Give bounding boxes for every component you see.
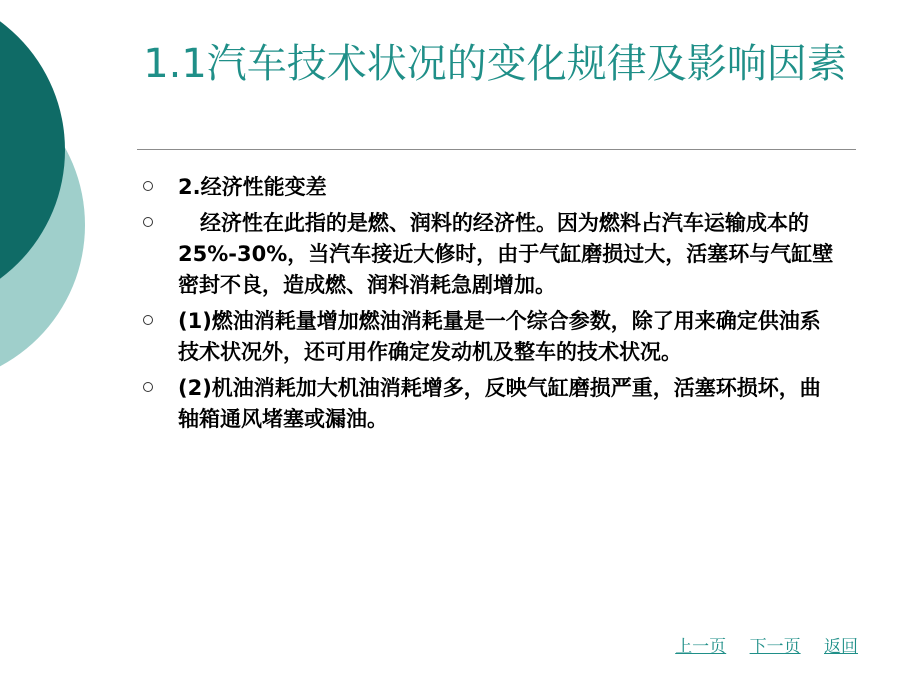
list-item-text: (2)机油消耗加大机油消耗增多，反映气缸磨损严重，活塞环损坏，曲轴箱通风堵塞或漏油。 bbox=[178, 376, 821, 431]
list-item bbox=[140, 306, 840, 368]
next-page-link[interactable]: 下一页 bbox=[749, 637, 801, 657]
list-item-text: 经济性在此指的是燃、润料的经济性。因为燃料占汽车运输成本的25%-30%，当汽车接近大修时，由于气缸磨损过大，活塞环与气缸壁密封不良，造成燃、润料消耗急剧增加。 bbox=[178, 211, 834, 297]
circle-bullet-icon bbox=[143, 217, 153, 227]
decorative-circles bbox=[0, 0, 110, 400]
back-link[interactable]: 返回 bbox=[824, 637, 858, 657]
list-item bbox=[140, 373, 840, 435]
circle-bullet-icon bbox=[143, 181, 153, 191]
slide-navigation bbox=[657, 632, 858, 657]
circle-bullet-icon bbox=[143, 315, 153, 325]
title-divider bbox=[137, 149, 856, 150]
list-item-text: (1)燃油消耗量增加燃油消耗量是一个综合参数，除了用来确定供油系技术状况外，还可用作确定发动机及整车的技术状况。 bbox=[178, 309, 821, 364]
bullet-list bbox=[140, 172, 840, 440]
list-item bbox=[140, 172, 840, 203]
list-item-text: 2.经济性能变差 bbox=[178, 175, 327, 199]
slide-title: 1.1汽车技术状况的变化规律及影响因素 bbox=[143, 41, 847, 87]
list-item bbox=[140, 208, 840, 301]
prev-page-link[interactable]: 上一页 bbox=[675, 637, 727, 657]
circle-bullet-icon bbox=[143, 382, 153, 392]
